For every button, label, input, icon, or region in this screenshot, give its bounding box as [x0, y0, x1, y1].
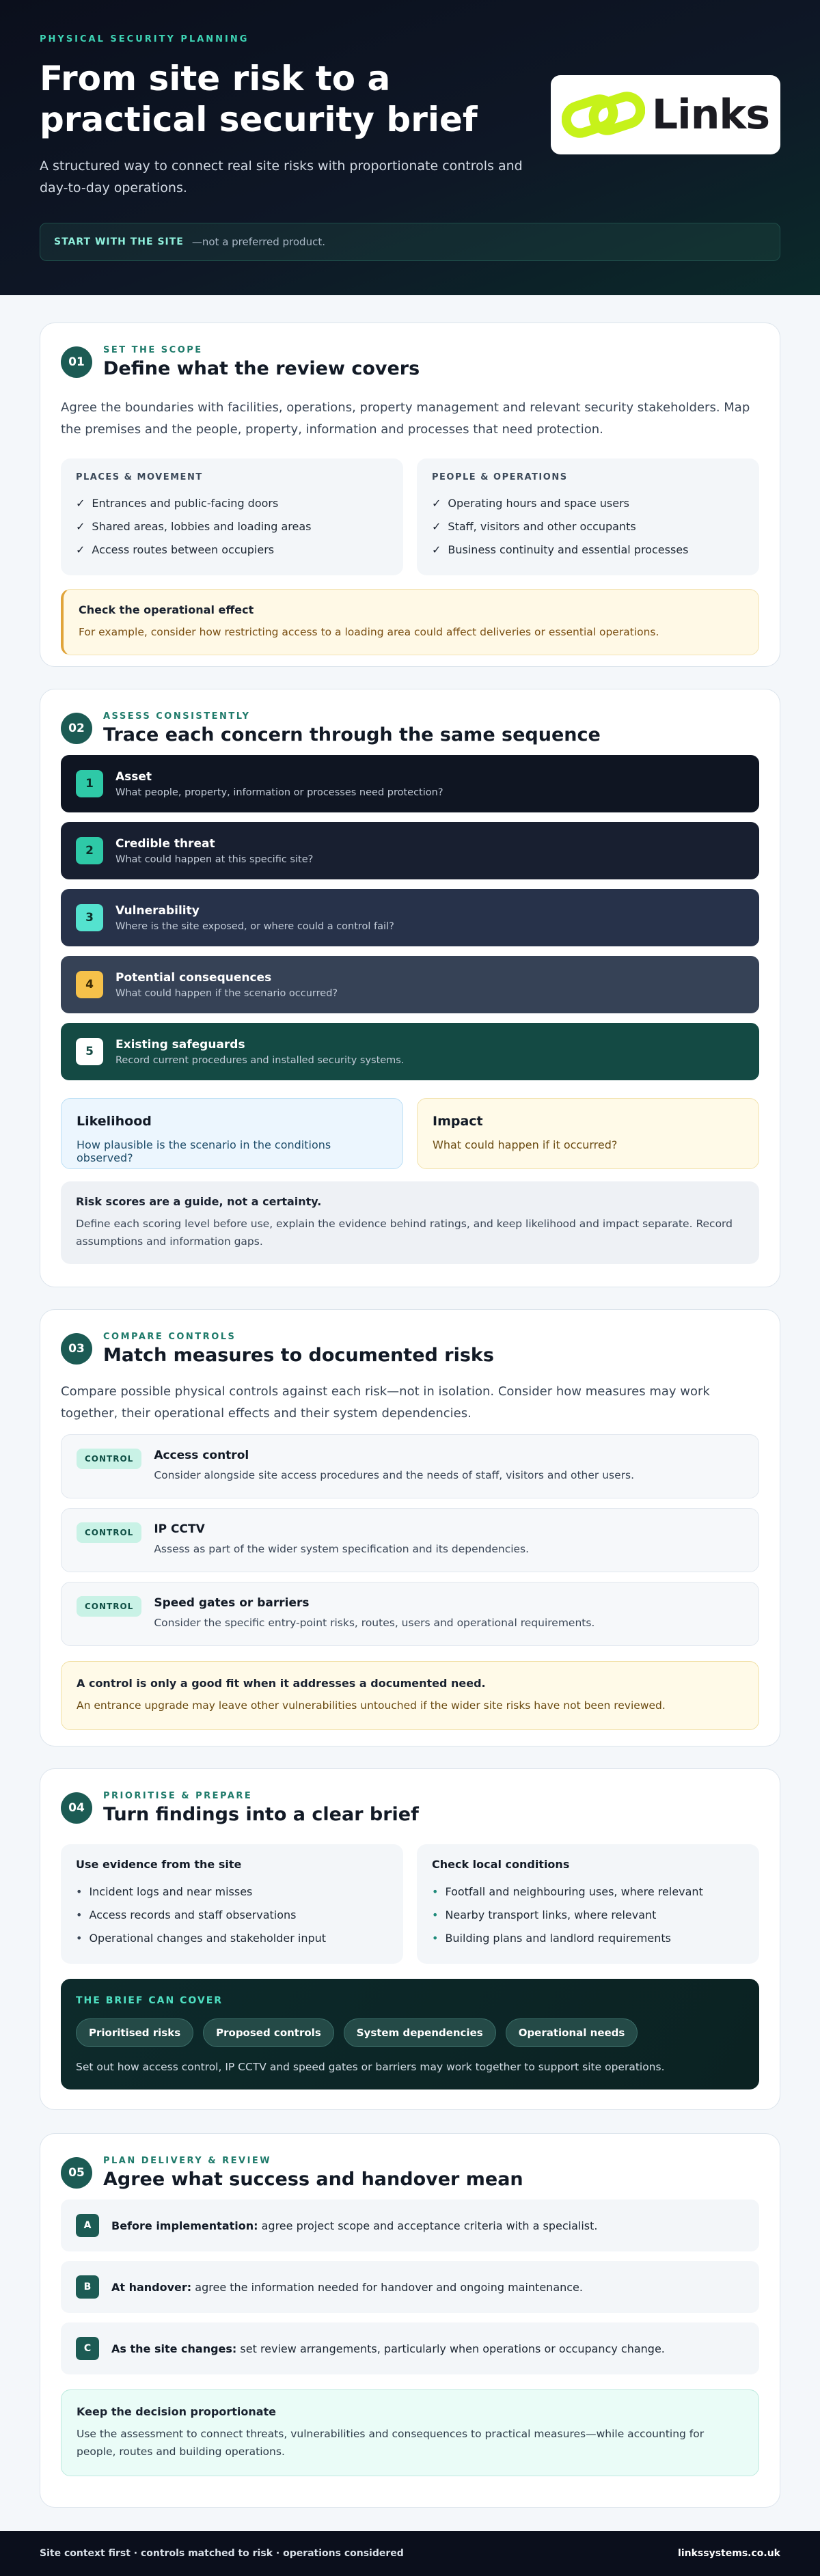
step-potential-consequences — [61, 956, 759, 1013]
step-subtitle: What could happen at this specific site? — [115, 853, 314, 865]
control-text: Assess as part of the wider system specification and its dependencies. — [154, 1543, 530, 1555]
likelihood-text: How plausible is the scenario in the conditions observed? — [77, 1138, 331, 1164]
chip-prioritised-risks: Prioritised risks — [76, 2018, 193, 2047]
control-access — [61, 1434, 759, 1498]
controls-list — [61, 1434, 759, 1646]
row-text — [111, 2281, 583, 2294]
step-existing-safeguards — [61, 1023, 759, 1080]
chip-proposed-controls: Proposed controls — [203, 2018, 334, 2047]
section-header — [61, 345, 759, 379]
step-title: Potential consequences — [115, 970, 272, 985]
check-icon: ✓ — [76, 520, 85, 533]
hero-header — [0, 0, 820, 295]
bullet-icon: • — [432, 1908, 439, 1921]
list-item — [432, 1880, 744, 1904]
logo-wordmark: Links — [651, 91, 770, 139]
control-text: Consider alongside site access procedures and the needs of staff, visitors and other users. — [154, 1469, 635, 1481]
step-badge: 3 — [76, 904, 103, 931]
evidence-box — [61, 1844, 403, 1964]
row-body: agree the information needed for handover and ongoing maintenance. — [191, 2280, 583, 2294]
note-text: An entrance upgrade may leave other vulnerabilities untouched if the wider site risks have not been reviewed. — [77, 1699, 666, 1712]
brief-text: Set out how access control, IP CCTV and speed gates or barriers may work together to support site operations. — [76, 2061, 665, 2073]
row-lead: At handover: — [111, 2280, 192, 2294]
likelihood-title: Likelihood — [77, 1114, 152, 1129]
control-title: IP CCTV — [154, 1522, 205, 1536]
chip-system-dependencies: System dependencies — [344, 2018, 496, 2047]
section-kicker: COMPARE CONTROLS — [103, 1332, 236, 1342]
step-subtitle: What could happen if the scenario occurred? — [115, 987, 338, 999]
people-heading: PEOPLE & OPERATIONS — [432, 472, 568, 482]
section-header — [61, 1791, 759, 1825]
list-item-text: Business continuity and essential processes — [448, 543, 689, 556]
list-item — [76, 1927, 388, 1950]
list-item — [432, 538, 744, 562]
note-text: For example, consider how restricting access to a loading area could affect deliveries or essential operations. — [79, 626, 659, 638]
footer-tagline: Site context first · controls matched to risk · operations considered — [40, 2548, 404, 2559]
list-item-text: Shared areas, lobbies and loading areas — [92, 520, 312, 533]
control-tag: CONTROL — [77, 1522, 141, 1543]
section-title: Define what the review covers — [103, 358, 420, 379]
likelihood-impact-row — [61, 1098, 759, 1169]
risk-score-note — [61, 1181, 759, 1264]
delivery-row-site-changes — [61, 2322, 759, 2374]
list-item-text: Entrances and public-facing doors — [92, 497, 279, 510]
row-lead: As the site changes: — [111, 2342, 237, 2355]
section-kicker: PRIORITISE & PREPARE — [103, 1791, 253, 1801]
delivery-row-before — [61, 2200, 759, 2251]
step-badge: 1 — [76, 770, 103, 797]
list-item-text: Access routes between occupiers — [92, 543, 275, 556]
section-delivery — [40, 2133, 780, 2508]
control-tag: CONTROL — [77, 1449, 141, 1469]
control-text: Consider the specific entry-point risks, routes, users and operational requirements. — [154, 1617, 595, 1629]
note-text: Use the assessment to connect threats, vulnerabilities and consequences to practical measures—while accounting for people, routes and building operations. — [77, 2428, 705, 2458]
bullet-icon: • — [76, 1885, 83, 1898]
evidence-heading: Use evidence from the site — [76, 1858, 242, 1871]
section-kicker: ASSESS CONSISTENTLY — [103, 711, 251, 722]
list-item — [76, 1904, 388, 1927]
note-text: Define each scoring level before use, explain the evidence behind ratings, and keep likelihood and impact separate. Record assumptions and information gaps. — [76, 1218, 733, 1248]
step-title: Vulnerability — [115, 903, 200, 918]
proportionate-note — [61, 2389, 759, 2476]
section-header — [61, 2156, 759, 2190]
list-item — [432, 515, 744, 538]
impact-text: What could happen if it occurred? — [433, 1138, 618, 1151]
operational-effect-note — [61, 589, 759, 655]
list-item-text: Nearby transport links, where relevant — [445, 1908, 657, 1921]
step-asset — [61, 755, 759, 812]
list-item — [432, 492, 744, 515]
check-icon: ✓ — [432, 543, 441, 556]
step-subtitle: Where is the site exposed, or where could a control fail? — [115, 920, 394, 932]
note-title: Check the operational effect — [79, 603, 254, 616]
local-heading: Check local conditions — [432, 1858, 570, 1871]
section-number: 01 — [61, 346, 92, 378]
local-conditions-box — [417, 1844, 759, 1964]
bullet-icon: • — [432, 1885, 439, 1898]
section-kicker: PLAN DELIVERY & REVIEW — [103, 2156, 272, 2166]
hero-callout — [40, 223, 780, 261]
step-title: Asset — [115, 769, 152, 784]
hero-subtitle: A structured way to connect real site risks with proportionate controls and day-to-day operations. — [40, 159, 523, 195]
places-box — [61, 458, 403, 575]
step-badge: 4 — [76, 971, 103, 998]
step-title: Existing safeguards — [115, 1037, 245, 1052]
row-text — [111, 2342, 665, 2355]
step-subtitle: What people, property, information or processes need protection? — [115, 786, 443, 798]
list-item-text: Operational changes and stakeholder input — [89, 1932, 327, 1945]
brief-panel — [61, 1979, 759, 2089]
section-lead: Compare possible physical controls against each risk—not in isolation. Consider how measures may work together, their operational effects and their system dependencies. — [61, 1384, 710, 1421]
row-letter: A — [76, 2214, 99, 2237]
section-title: Agree what success and handover mean — [103, 2169, 523, 2190]
row-text — [111, 2219, 597, 2232]
delivery-rows — [61, 2200, 759, 2374]
step-subtitle: Record current procedures and installed security systems. — [115, 1054, 405, 1066]
impact-box — [417, 1098, 759, 1169]
callout-label: START WITH THE SITE — [54, 236, 184, 247]
step-badge: 2 — [76, 837, 103, 864]
chip-operational-needs: Operational needs — [506, 2018, 638, 2047]
section-lead: Agree the boundaries with facilities, operations, property management and relevant security stakeholders. Map the premises and the people, property, information and processes that need protection. — [61, 400, 750, 437]
impact-title: Impact — [433, 1114, 483, 1129]
section-number: 02 — [61, 713, 92, 744]
row-body: agree project scope and acceptance criteria with a specialist. — [258, 2219, 598, 2232]
note-title: Keep the decision proportionate — [77, 2405, 277, 2418]
check-icon: ✓ — [76, 497, 85, 510]
list-item — [76, 492, 388, 515]
list-item — [76, 515, 388, 538]
hero-title: From site risk to a practical security brief — [40, 59, 478, 139]
section-header — [61, 1332, 759, 1366]
section-assess — [40, 689, 780, 1287]
likelihood-box — [61, 1098, 403, 1169]
delivery-row-handover — [61, 2261, 759, 2313]
control-speed-gates — [61, 1582, 759, 1646]
section-number: 04 — [61, 1792, 92, 1824]
bullet-icon: • — [76, 1932, 83, 1945]
list-item-text: Staff, visitors and other occupants — [448, 520, 636, 533]
section-prioritise — [40, 1768, 780, 2110]
section-title: Turn findings into a clear brief — [103, 1804, 419, 1825]
brief-label: THE BRIEF CAN COVER — [76, 1995, 223, 2006]
list-item — [432, 1904, 744, 1927]
step-title: Credible threat — [115, 836, 215, 851]
links-logo — [551, 75, 780, 154]
control-title: Access control — [154, 1449, 249, 1462]
control-fit-note — [61, 1661, 759, 1730]
bullet-icon: • — [76, 1908, 83, 1921]
section-number: 03 — [61, 1333, 92, 1365]
list-item-text: Access records and staff observations — [89, 1908, 297, 1921]
chain-link-icon — [562, 87, 645, 142]
check-icon: ✓ — [432, 520, 441, 533]
list-item — [76, 538, 388, 562]
list-item-text: Incident logs and near misses — [89, 1885, 253, 1898]
step-credible-threat — [61, 822, 759, 879]
control-title: Speed gates or barriers — [154, 1596, 310, 1610]
callout-text: —not a preferred product. — [191, 236, 325, 248]
scope-columns — [61, 458, 759, 575]
section-kicker: SET THE SCOPE — [103, 345, 203, 355]
list-item — [76, 1880, 388, 1904]
step-badge: 5 — [76, 1038, 103, 1065]
section-compare — [40, 1309, 780, 1746]
check-icon: ✓ — [76, 543, 85, 556]
check-icon: ✓ — [432, 497, 441, 510]
evidence-columns — [61, 1844, 759, 1964]
step-sequence — [61, 755, 759, 1080]
people-box — [417, 458, 759, 575]
section-title: Trace each concern through the same sequence — [103, 724, 601, 745]
page-footer — [0, 2531, 820, 2576]
hero-eyebrow: PHYSICAL SECURITY PLANNING — [40, 34, 249, 44]
footer-website-link[interactable]: linkssystems.co.uk — [678, 2548, 780, 2559]
row-body: set review arrangements, particularly when operations or occupancy change. — [236, 2342, 665, 2355]
step-vulnerability — [61, 889, 759, 946]
note-title: A control is only a good fit when it addresses a documented need. — [77, 1677, 486, 1690]
row-letter: C — [76, 2337, 99, 2360]
row-lead: Before implementation: — [111, 2219, 258, 2232]
bullet-icon: • — [432, 1932, 439, 1945]
list-item-text: Operating hours and space users — [448, 497, 629, 510]
row-letter: B — [76, 2275, 99, 2299]
control-ip-cctv — [61, 1508, 759, 1572]
section-header — [61, 711, 759, 745]
note-title: Risk scores are a guide, not a certainty. — [76, 1195, 322, 1208]
control-tag: CONTROL — [77, 1596, 141, 1617]
section-title: Match measures to documented risks — [103, 1345, 494, 1366]
brief-chips — [76, 2018, 744, 2047]
section-scope — [40, 323, 780, 667]
places-heading: PLACES & MOVEMENT — [76, 472, 203, 482]
section-number: 05 — [61, 2157, 92, 2189]
list-item — [432, 1927, 744, 1950]
list-item-text: Footfall and neighbouring uses, where relevant — [445, 1885, 703, 1898]
list-item-text: Building plans and landlord requirements — [445, 1932, 671, 1945]
